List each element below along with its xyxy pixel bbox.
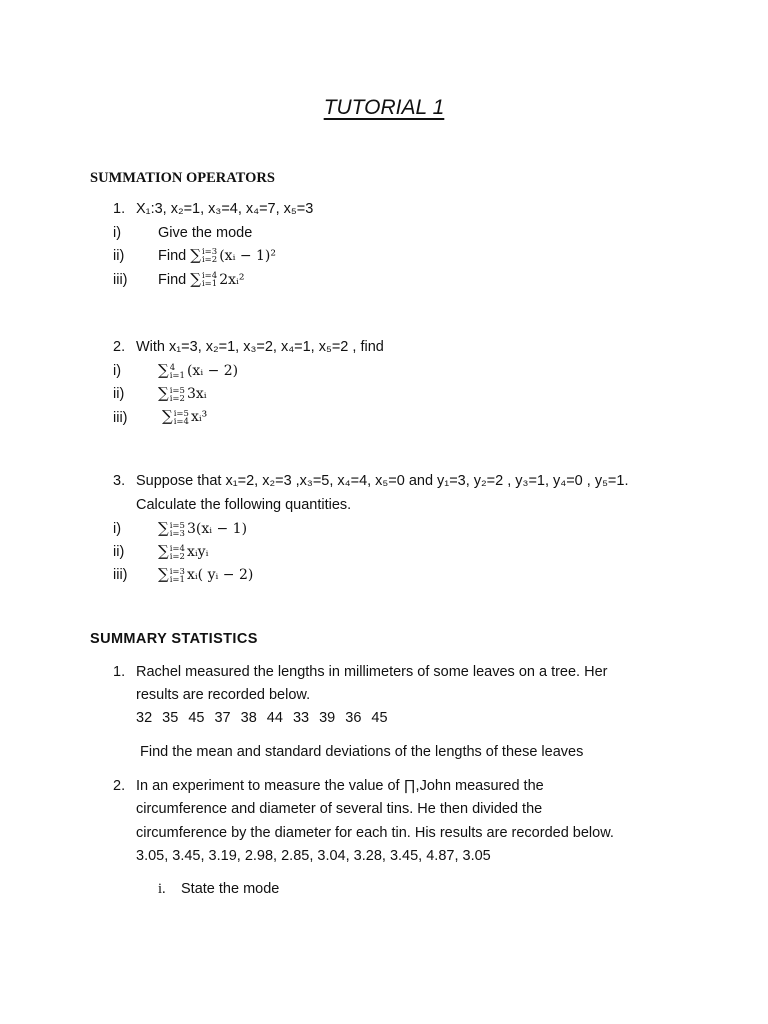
math-expression: (xᵢ − 2) [186,363,239,379]
part-text: Find [158,248,187,264]
summation-icon: ∑ [190,270,201,288]
data-values: 3.05, 3.45, 3.19, 2.98, 2.85, 3.04, 3.28, 3.45, 4.87, 3.05 [136,848,491,864]
math-expression: xᵢyᵢ [186,544,209,560]
part-label: iii) [113,410,128,426]
part-expression [158,246,276,264]
part-expression [158,519,247,538]
summation-icon: ∑ [158,565,169,583]
sum-lower: i=1 [169,370,185,381]
question-instruction: Find the mean and standard deviations of the lengths of these leaves [140,744,584,760]
summation-icon: ∑ [158,361,169,379]
part-expression [158,361,238,380]
part-text: Find [158,272,187,288]
summation-limits [174,410,189,426]
part-label: i) [113,225,122,241]
summation-icon: ∑ [158,542,169,560]
sum-upper: i=3 [201,247,218,258]
question-number: 2. [113,339,126,355]
part-label: ii) [113,248,125,264]
part-label: iii) [113,567,128,583]
part-label: ii) [113,386,125,402]
summation-icon: ∑ [158,384,169,402]
sum-lower: i=2 [169,393,185,404]
part-expression [158,565,253,584]
summation-icon: ∑ [190,246,201,264]
math-expression: (xᵢ − 1)² [219,248,277,264]
summation-icon: ∑ [162,407,173,425]
page-title: TUTORIAL 1 [323,96,445,119]
question-number: 3. [113,473,126,489]
part-text: State the mode [181,881,280,897]
sum-lower: i=2 [169,551,185,562]
sum-upper: i=5 [169,385,185,396]
part-label: iii) [113,272,128,288]
question-line: In an experiment to measure the value of ∏,John measured the [136,778,544,794]
question-number: 2. [113,778,126,794]
math-expression: xᵢ( yᵢ − 2) [186,567,254,583]
part-label: i) [113,521,122,537]
part-text: Give the mode [158,225,253,241]
sum-lower: i=4 [173,416,189,427]
sum-upper: i=5 [169,520,185,531]
part-label: i. [158,881,166,897]
sum-upper: 4 [169,362,176,373]
sum-lower: i=3 [169,528,185,539]
question-line: circumference and diameter of several tins. He then divided the [136,801,543,817]
summation-limits [202,248,217,264]
sum-upper: i=3 [169,566,185,577]
sum-lower: i=2 [201,255,218,266]
part-label: i) [113,363,122,379]
sum-upper: i=4 [201,271,218,282]
question-line: circumference by the diameter for each tin. His results are recorded below. [136,825,614,841]
question-number: 1. [113,664,126,680]
question-line: results are recorded below. [136,687,311,703]
summation-limits [170,387,185,403]
summation-limits [202,272,217,288]
question-stem: X₁:3, x₂=1, x₃=4, x₄=7, x₅=3 [136,201,314,217]
sum-upper: i=5 [173,408,189,419]
sum-lower: i=1 [169,574,185,585]
part-expression [158,270,244,288]
summation-limits [170,364,185,380]
section-heading-summation: SUMMATION OPERATORS [90,170,275,186]
question-stem: With x₁=3, x₂=1, x₃=2, x₄=1, x₅=2 , find [136,339,384,355]
sum-upper: i=4 [169,543,185,554]
data-values: 32 35 45 37 38 44 33 39 36 45 [136,710,388,726]
question-stem-continued: Calculate the following quantities. [136,497,352,513]
part-expression [158,542,208,561]
section-heading-summary-statistics: SUMMARY STATISTICS [90,631,258,647]
summation-limits [170,545,185,561]
sum-lower: i=1 [201,279,218,290]
summation-limits [170,522,185,538]
summation-icon: ∑ [158,519,169,537]
math-expression: xᵢ³ [190,409,208,425]
math-expression: 3xᵢ [186,386,207,402]
summation-limits [170,568,185,584]
part-label: ii) [113,544,125,560]
math-expression: 2xᵢ² [219,272,245,288]
part-expression [158,384,207,403]
part-expression [162,407,207,426]
question-number: 1. [113,201,126,217]
question-line: Rachel measured the lengths in millimeters of some leaves on a tree. Her [136,664,608,680]
math-expression: 3(xᵢ − 1) [186,521,248,537]
question-stem: Suppose that x₁=2, x₂=3 ,x₃=5, x₄=4, x₅=0 and y₁=3, y₂=2 , y₃=1, y₄=0 , y₅=1. [136,473,629,489]
